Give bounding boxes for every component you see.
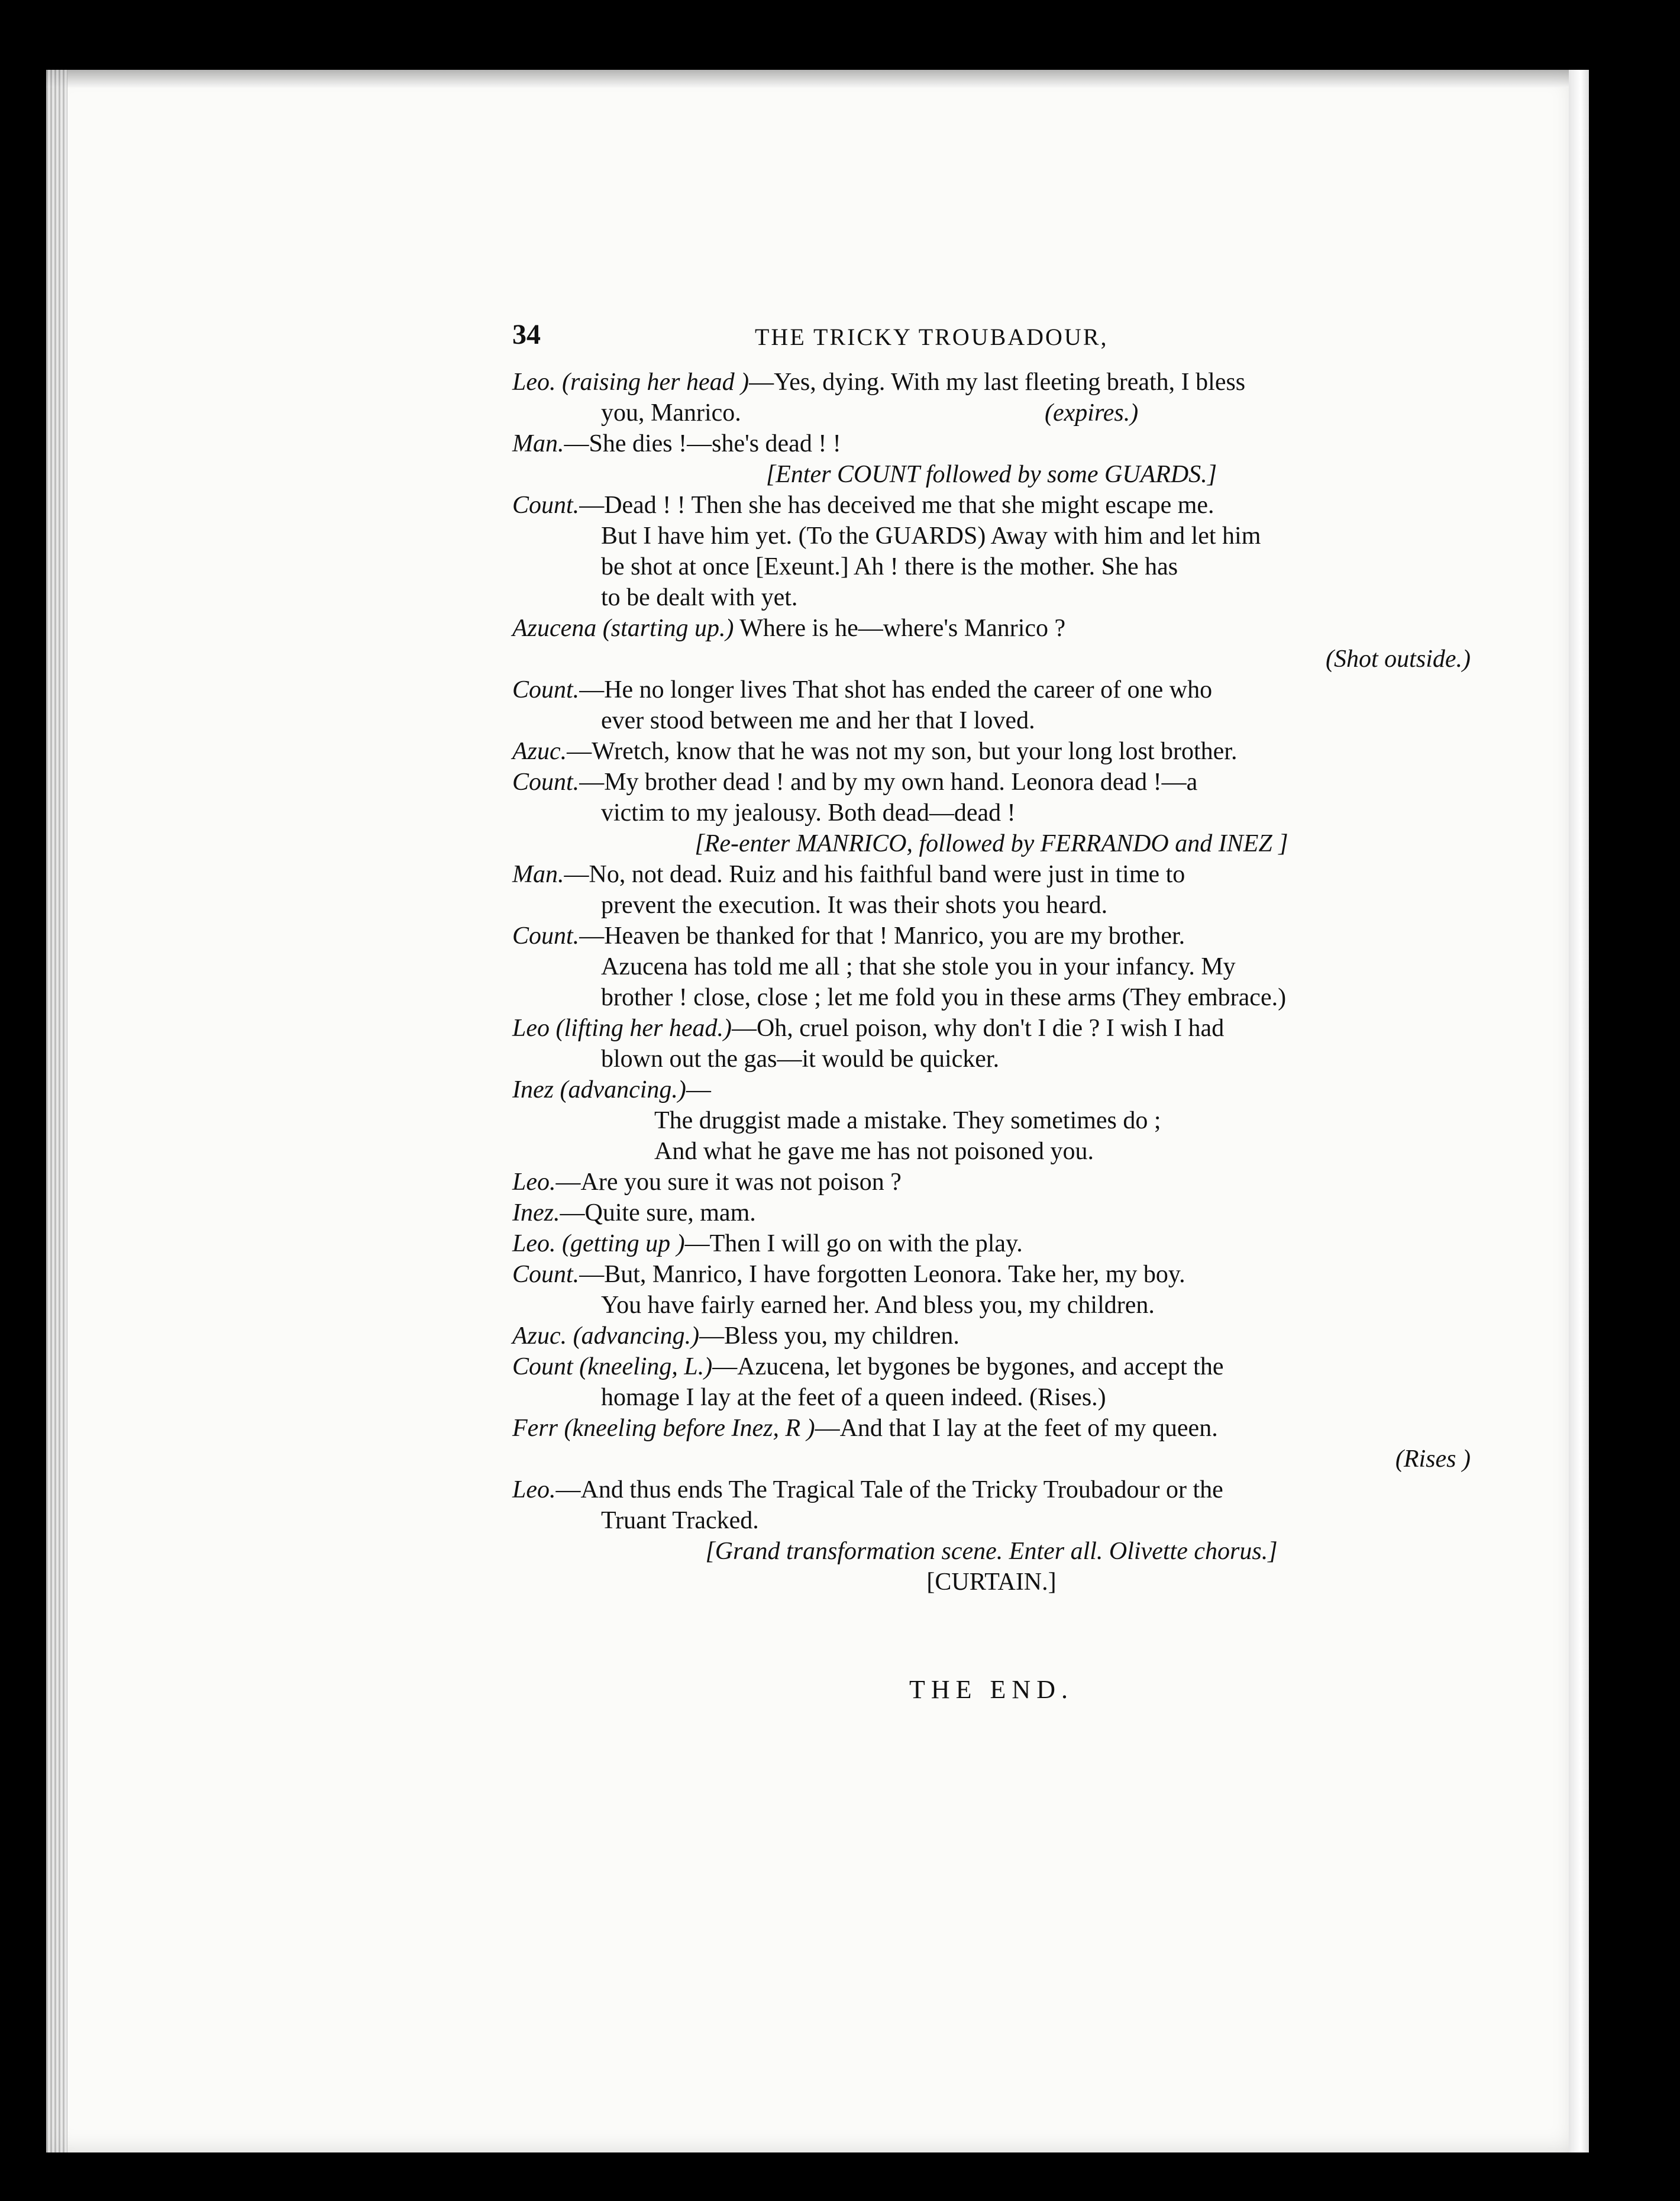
dialogue-line (512, 1228, 1471, 1259)
dialogue-line (512, 521, 1471, 551)
page-gutter-edge (46, 70, 67, 2152)
speaker-label: Inez (advancing.) (512, 1076, 686, 1103)
dialogue-text: —Heaven be thanked for that ! Manrico, you are my brother. (579, 922, 1185, 950)
speaker-label: Azucena (starting up.) (512, 615, 734, 642)
dialogue-line (512, 1382, 1471, 1413)
speaker-label: Count. (512, 676, 580, 703)
dialogue-line (512, 859, 1471, 890)
dialogue-text: brother ! close, close ; let me fold you in these arms (They embrace.) (601, 984, 1287, 1011)
dialogue-text: —He no longer lives That shot has ended the career of one who (579, 676, 1213, 703)
page-right-edge (1569, 70, 1589, 2152)
dialogue-line (512, 674, 1471, 705)
text-block (512, 320, 1471, 1705)
dialogue-line (512, 1074, 1471, 1105)
dialogue-text: And what he gave me has not poisoned you. (654, 1138, 1094, 1165)
page-header (512, 320, 1471, 367)
dialogue-line (512, 1167, 1471, 1198)
page-number: 34 (512, 319, 541, 350)
dialogue-text: —My brother dead ! and by my own hand. Leonora dead !—a (579, 769, 1198, 796)
dialogue-text: You have fairly earned her. And bless you, my children. (601, 1292, 1155, 1319)
speaker-label: Leo. (512, 1169, 556, 1196)
dialogue-line (512, 1136, 1471, 1167)
dialogue-text: Where is he—where's Manrico ? (734, 615, 1066, 642)
dialogue-text: —Then I will go on with the play. (684, 1230, 1023, 1257)
speaker-label: Leo. (512, 1476, 556, 1503)
speaker-label: Man. (512, 861, 564, 888)
dialogue-line (512, 982, 1471, 1013)
dialogue-text: victim to my jealousy. Both dead—dead ! (601, 799, 1016, 827)
stage-direction: (expires.) (1045, 399, 1139, 427)
stage-direction: [Re-enter MANRICO, followed by FERRANDO and INEZ ] (694, 830, 1288, 857)
dialogue-text: —But, Manrico, I have forgotten Leonora. Take her, my boy. (579, 1261, 1185, 1288)
dialogue-line (512, 1044, 1471, 1074)
dialogue-text: —Azucena, let bygones be bygones, and accept the (712, 1353, 1224, 1380)
dialogue-text: —She dies !—she's dead ! ! (564, 430, 841, 457)
dialogue-line (512, 613, 1471, 644)
stage-direction: [Enter COUNT followed by some GUARDS.] (765, 461, 1217, 488)
dialogue-text: Truant Tracked. (601, 1507, 759, 1534)
dialogue-text: —Wretch, know that he was not my son, but your long lost brother. (567, 738, 1238, 765)
play-text (512, 367, 1471, 1598)
dialogue-text: —No, not dead. Ruiz and his faithful band were just in time to (564, 861, 1185, 888)
dialogue-line (512, 890, 1471, 921)
dialogue-line (512, 705, 1471, 736)
speaker-label: Count. (512, 1261, 580, 1288)
speaker-label: Count (kneeling, L.) (512, 1353, 713, 1380)
dialogue-text: The druggist made a mistake. They sometimes do ; (654, 1107, 1161, 1134)
dialogue-line (512, 428, 1471, 459)
dialogue-line (512, 398, 1471, 428)
dialogue-line (512, 551, 1471, 582)
dialogue-text: But I have him yet. (To the GUARDS) Away with him and let him (601, 522, 1261, 550)
dialogue-text: —Are you sure it was not poison ? (555, 1169, 902, 1196)
dialogue-line (512, 1351, 1471, 1382)
dialogue-line (512, 1321, 1471, 1351)
dialogue-text: —Bless you, my children. (699, 1322, 959, 1350)
dialogue-line (512, 921, 1471, 951)
dialogue-text: to be dealt with yet. (601, 584, 798, 611)
stage-direction: (Rises ) (1395, 1445, 1471, 1473)
dialogue-text: ever stood between me and her that I loved. (601, 707, 1035, 734)
dialogue-line (512, 582, 1471, 613)
speaker-label: Leo (lifting her head.) (512, 1015, 732, 1042)
dialogue-line (512, 1013, 1471, 1044)
dialogue-text: —Oh, cruel poison, why don't I die ? I wish I had (731, 1015, 1225, 1042)
dialogue-line (512, 951, 1471, 982)
dialogue-text: —Yes, dying. With my last fleeting breath, I bless (749, 369, 1246, 396)
speaker-label: Man. (512, 430, 564, 457)
dialogue-line (512, 1105, 1471, 1136)
dialogue-text: homage I lay at the feet of a queen indeed. (Rises.) (601, 1384, 1106, 1411)
dialogue-text: — (686, 1076, 711, 1103)
dialogue-text: —And that I lay at the feet of my queen. (815, 1415, 1218, 1442)
dialogue-line (512, 736, 1471, 767)
curtain-direction: [CURTAIN.] (926, 1569, 1057, 1596)
dialogue-line (512, 767, 1471, 798)
speaker-label: Leo. (getting up ) (512, 1230, 685, 1257)
dialogue-text: —Dead ! ! Then she has deceived me that she might escape me. (579, 492, 1214, 519)
speaker-label: Count. (512, 769, 580, 796)
dialogue-line (512, 1413, 1471, 1444)
speaker-label: Azuc. (512, 738, 567, 765)
page-top-edge (46, 70, 1576, 88)
speaker-label: Count. (512, 922, 580, 950)
dialogue-text: prevent the execution. It was their shots you heard. (601, 892, 1108, 919)
speaker-label: Leo. (raising her head ) (512, 369, 749, 396)
dialogue-text: you, Manrico. (601, 399, 741, 427)
dialogue-text: —And thus ends The Tragical Tale of the Tricky Troubadour or the (555, 1476, 1223, 1503)
dialogue-text: blown out the gas—it would be quicker. (601, 1045, 1000, 1073)
speaker-label: Azuc. (advancing.) (512, 1322, 700, 1350)
dialogue-line (512, 1474, 1471, 1505)
stage-direction: [Grand transformation scene. Enter all. Olivette chorus.] (705, 1538, 1278, 1565)
speaker-label: Inez. (512, 1199, 560, 1227)
dialogue-text: —Quite sure, mam. (560, 1199, 756, 1227)
dialogue-line (512, 1505, 1471, 1536)
dialogue-line (512, 1198, 1471, 1228)
dialogue-line (512, 367, 1471, 398)
the-end: THE END. (909, 1675, 1074, 1704)
running-head: THE TRICKY TROUBADOUR, (755, 324, 1109, 350)
dialogue-line (512, 1290, 1471, 1321)
dialogue-line (512, 798, 1471, 828)
dialogue-line (512, 1259, 1471, 1290)
stage-direction: (Shot outside.) (1326, 646, 1471, 673)
speaker-label: Count. (512, 492, 580, 519)
dialogue-text: be shot at once [Exeunt.] Ah ! there is the mother. She has (601, 553, 1178, 580)
speaker-label: Ferr (kneeling before Inez, R ) (512, 1415, 815, 1442)
dialogue-line (512, 490, 1471, 521)
dialogue-text: Azucena has told me all ; that she stole you in your infancy. My (601, 953, 1236, 980)
